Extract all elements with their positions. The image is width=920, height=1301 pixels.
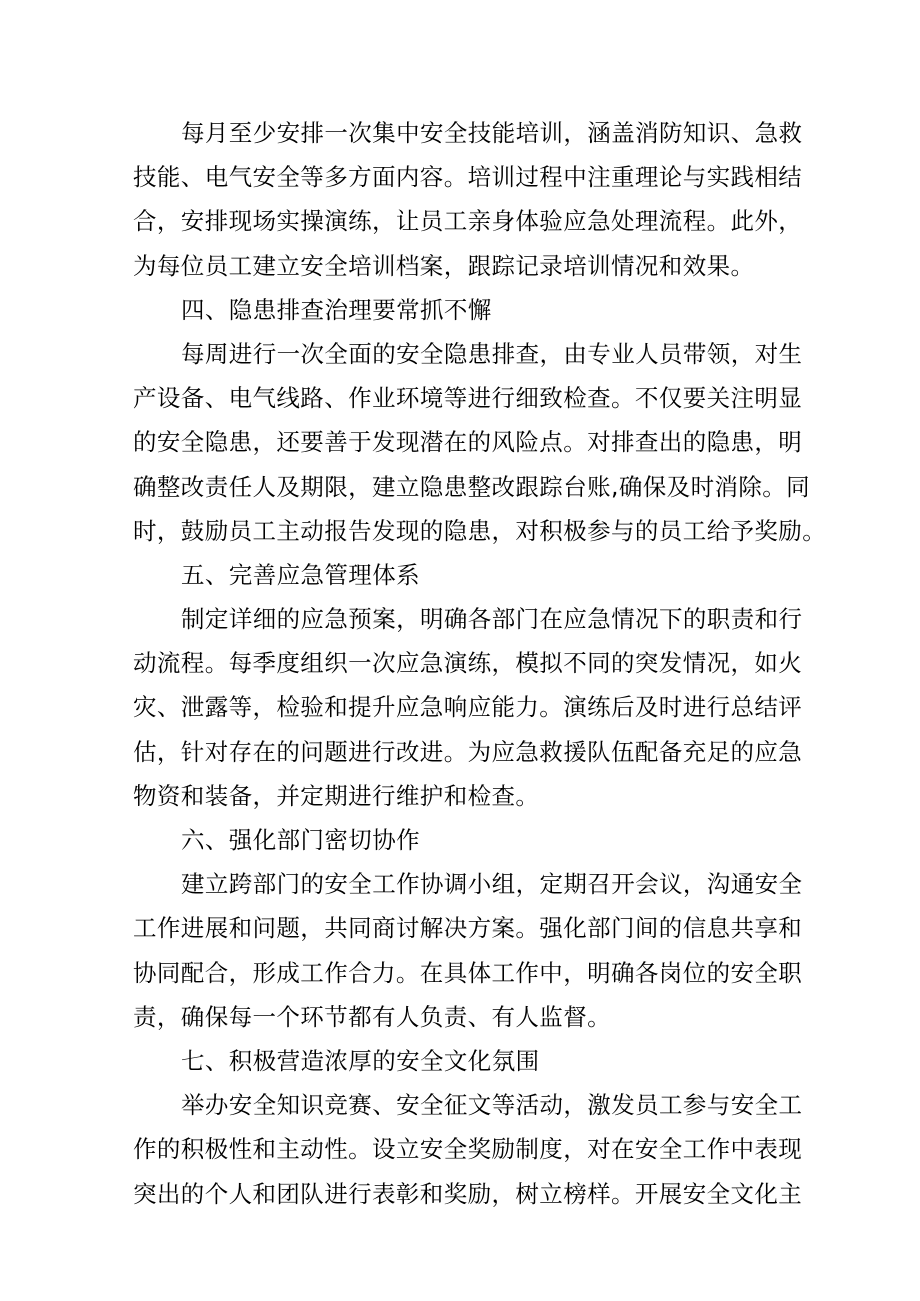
text-line: 技能、电气安全等多方面内容。培训过程中注重理论与实践相结 xyxy=(133,163,803,192)
text-line: 七、积极营造浓厚的安全文化氛围 xyxy=(181,1046,540,1075)
text-line: 合，安排现场实操演练，让员工亲身体验应急处理流程。此外， xyxy=(133,207,803,236)
text-line: 时，鼓励员工主动报告发现的隐患，对积极参与的员工给予奖励。 xyxy=(133,516,827,545)
text-line: 责，确保每一个环节都有人负责、有人监督。 xyxy=(133,1002,611,1031)
text-line: 动流程。每季度组织一次应急演练，模拟不同的突发情况，如火 xyxy=(133,649,803,678)
document-body xyxy=(133,111,827,1216)
text-line: 产设备、电气线路、作业环境等进行细致检查。不仅要关注明显 xyxy=(133,384,803,413)
text-line: 估，针对存在的问题进行改进。为应急救援队伍配备充足的应急 xyxy=(133,737,803,766)
text-line: 五、完善应急管理体系 xyxy=(181,560,420,589)
text-line: 确整改责任人及期限，建立隐患整改跟踪台账,确保及时消除。同 xyxy=(133,472,811,501)
text-line: 灾、泄露等，检验和提升应急响应能力。演练后及时进行总结评 xyxy=(133,693,803,722)
text-line: 的安全隐患，还要善于发现潜在的风险点。对排查出的隐患，明 xyxy=(133,428,803,457)
text-line: 突出的个人和团队进行表彰和奖励，树立榜样。开展安全文化主 xyxy=(133,1179,803,1208)
text-line: 建立跨部门的安全工作协调小组，定期召开会议，沟通安全 xyxy=(181,870,803,899)
text-line: 工作进展和问题，共同商讨解决方案。强化部门间的信息共享和 xyxy=(133,914,803,943)
text-line: 四、隐患排查治理要常抓不懈 xyxy=(181,295,492,324)
text-line: 协同配合，形成工作合力。在具体工作中，明确各岗位的安全职 xyxy=(133,958,803,987)
text-line: 为每位员工建立安全培训档案，跟踪记录培训情况和效果。 xyxy=(133,251,755,280)
text-line: 六、强化部门密切协作 xyxy=(181,826,420,854)
text-line: 每月至少安排一次集中安全技能培训，涵盖消防知识、急救 xyxy=(181,119,803,147)
text-line: 每周进行一次全面的安全隐患排查，由专业人员带领，对生 xyxy=(181,339,803,368)
text-line: 举办安全知识竞赛、安全征文等活动，激发员工参与安全工 xyxy=(181,1091,803,1120)
text-line: 物资和装备，并定期进行维护和检查。 xyxy=(133,781,540,810)
text-line: 制定详细的应急预案，明确各部门在应急情况下的职责和行 xyxy=(181,605,803,634)
text-line: 作的积极性和主动性。设立安全奖励制度，对在安全工作中表现 xyxy=(133,1135,803,1164)
